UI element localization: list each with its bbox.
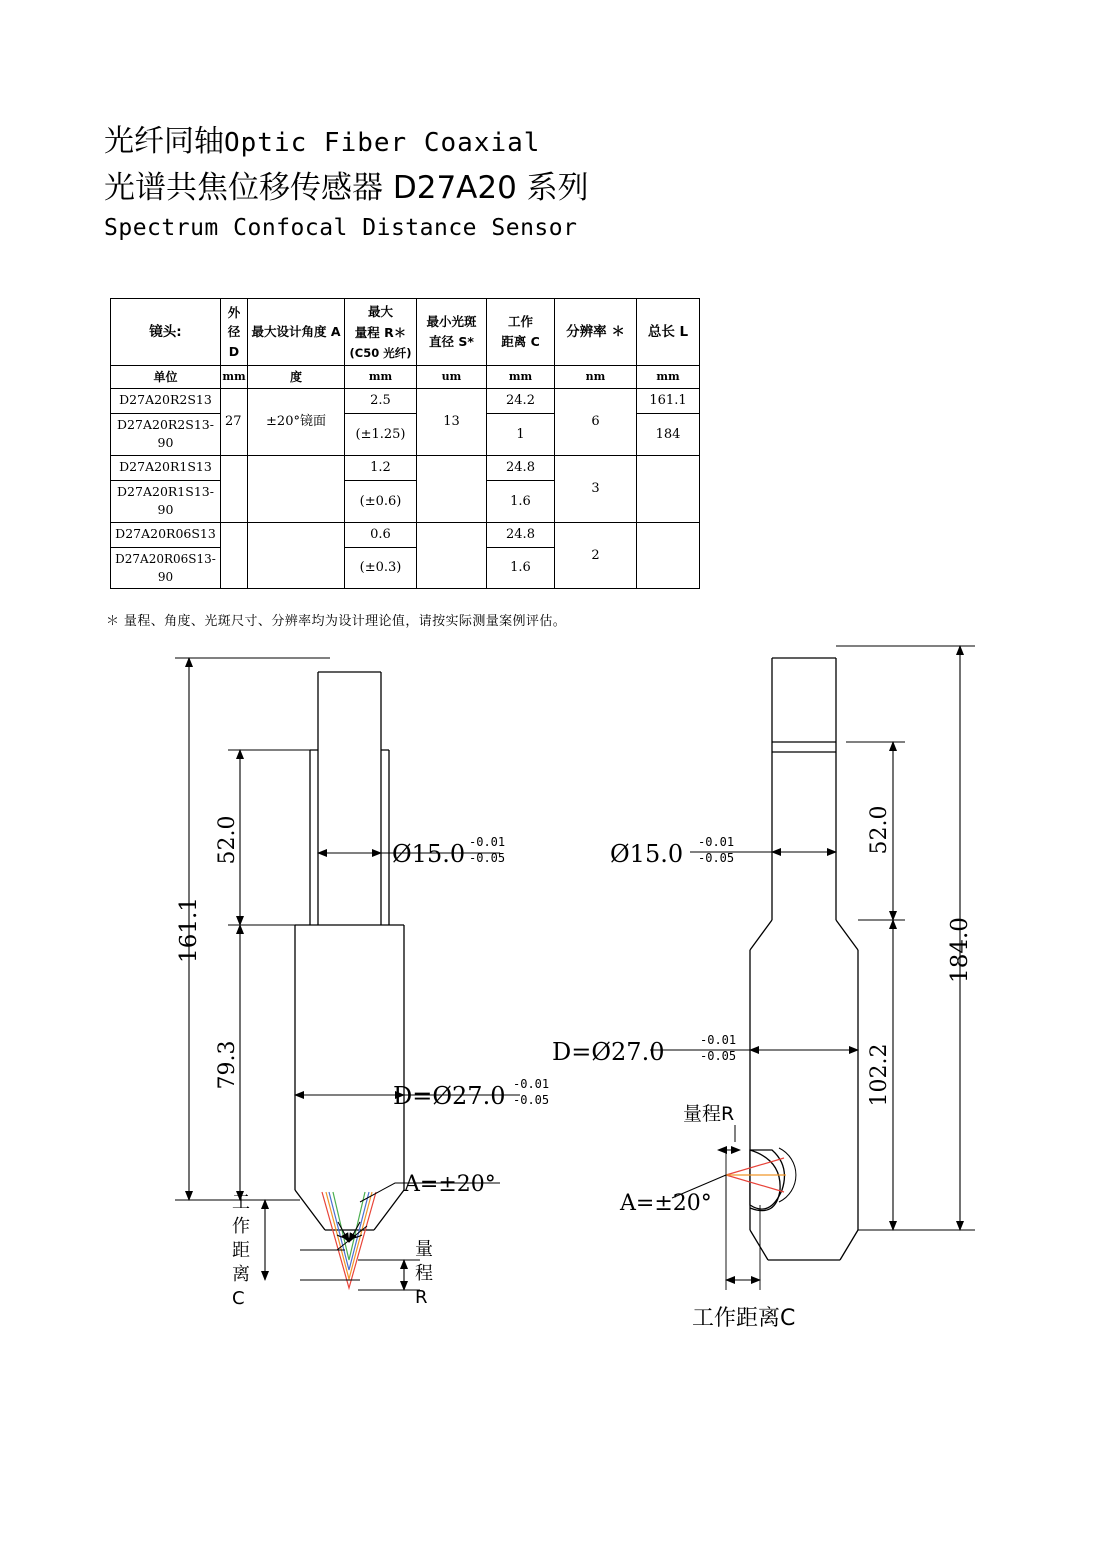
value-max-range: 0.6 <box>345 523 417 548</box>
left-work-dist-c5: C <box>232 1288 245 1309</box>
left-work-dist-c3: 距 <box>232 1240 250 1261</box>
value-resolution: 2 <box>555 523 637 589</box>
left-angle: A=±20° <box>404 1172 496 1197</box>
left-work-dist-c2: 作 <box>232 1216 250 1237</box>
header-min-spot-l2: 直径 S* <box>429 334 474 350</box>
value-work-dist: 24.8 <box>487 523 555 548</box>
value-work-dist: 24.8 <box>487 456 555 481</box>
header-outer-diameter-l3: D <box>228 343 240 359</box>
right-dia-small-tol-dn: -0.05 <box>698 851 735 865</box>
right-work-dist-label: 工作距离C <box>692 1306 796 1331</box>
right-dia-large-tol-dn: -0.05 <box>700 1049 737 1063</box>
right-dia-small-tol-up: -0.01 <box>698 835 735 849</box>
technical-drawings <box>0 630 1102 1370</box>
left-dia-large: D=Ø27.0 <box>393 1082 506 1110</box>
value-work-dist-2: 1.6 <box>487 480 555 523</box>
value-max-angle <box>248 523 345 589</box>
table-row <box>111 523 700 548</box>
model-name: D27A20R1S13-90 <box>111 480 221 523</box>
title-english-primary: Optic Fiber Coaxial <box>224 128 541 158</box>
unit-min-spot: um <box>417 366 487 389</box>
left-dia-small-tol-up: -0.01 <box>469 835 506 849</box>
title-block <box>104 122 1004 244</box>
title-english-secondary: Spectrum Confocal Distance Sensor <box>104 215 578 241</box>
left-range-c3: R <box>415 1287 428 1308</box>
left-dia-small-tol-dn: -0.05 <box>469 851 506 865</box>
left-work-dist-c1: 工 <box>232 1192 250 1213</box>
left-dim-lower: 79.3 <box>215 1040 240 1090</box>
right-dia-small: Ø15.0 <box>610 840 684 868</box>
value-max-range-tol: (±0.3) <box>345 547 417 588</box>
title-chinese-secondary: 光谱共焦位移传感器 D27A20 系列 <box>104 170 589 206</box>
spec-table <box>110 298 700 589</box>
table-unit-row <box>111 366 700 389</box>
header-resolution: 分辨率 ＊ <box>555 299 637 366</box>
header-max-angle: 最大设计角度 A <box>248 299 345 366</box>
left-work-dist-c4: 离 <box>232 1264 250 1285</box>
model-name: D27A20R06S13 <box>111 523 221 548</box>
title-line-1 <box>104 122 1004 163</box>
header-max-range-l2: 量程 R＊ <box>354 325 407 341</box>
right-dim-total: 184.0 <box>947 917 973 983</box>
left-range-c2: 程 <box>415 1263 433 1284</box>
value-resolution: 3 <box>555 456 637 523</box>
table-footnote: ＊ 量程、角度、光斑尺寸、分辨率均为设计理论值，请按实际测量案例评估。 <box>106 614 567 629</box>
value-outer-diameter: 27 <box>221 389 248 456</box>
right-angle: A=±20° <box>620 1191 712 1216</box>
header-work-dist-l2: 距离 C <box>501 334 540 350</box>
value-max-range-tol: (±1.25) <box>345 413 417 456</box>
value-max-range: 1.2 <box>345 456 417 481</box>
right-dia-large-tol-up: -0.01 <box>700 1033 737 1047</box>
table-row <box>111 389 700 414</box>
unit-total-length: mm <box>637 366 700 389</box>
value-resolution: 6 <box>555 389 637 456</box>
header-max-range-l3: (C50 光纤) <box>349 345 412 360</box>
table-row <box>111 456 700 481</box>
value-total-length <box>637 523 700 589</box>
model-name: D27A20R1S13 <box>111 456 221 481</box>
model-name: D27A20R2S13-90 <box>111 413 221 456</box>
unit-resolution: nm <box>555 366 637 389</box>
unit-outer-diameter: mm <box>221 366 248 389</box>
value-total-length <box>637 456 700 523</box>
model-name: D27A20R2S13 <box>111 389 221 414</box>
header-outer-diameter-l2: 径 <box>227 324 241 340</box>
left-dia-large-tol-up: -0.01 <box>513 1077 550 1091</box>
header-total-length: 总长 L <box>637 299 700 366</box>
unit-max-range: mm <box>345 366 417 389</box>
value-outer-diameter <box>221 456 248 523</box>
value-min-spot <box>417 523 487 589</box>
header-max-range-l1: 最大 <box>367 304 393 319</box>
header-outer-diameter-l1: 外 <box>227 304 241 320</box>
model-name: D27A20R06S13-90 <box>111 547 221 588</box>
value-work-dist-2: 1 <box>487 413 555 456</box>
unit-work-dist: mm <box>487 366 555 389</box>
unit-max-angle: 度 <box>248 366 345 389</box>
left-range-c1: 量 <box>415 1239 433 1260</box>
right-range-label: 量程R <box>683 1103 735 1125</box>
header-lens: 镜头: <box>111 299 221 366</box>
left-dim-total: 161.1 <box>176 897 202 963</box>
value-max-angle: ±20°镜面 <box>248 389 345 456</box>
value-max-range: 2.5 <box>345 389 417 414</box>
value-work-dist-2: 1.6 <box>487 547 555 588</box>
right-dim-upper: 52.0 <box>867 805 892 855</box>
value-work-dist: 24.2 <box>487 389 555 414</box>
left-dim-upper: 52.0 <box>215 815 240 865</box>
header-work-dist-l1: 工作 <box>507 314 533 330</box>
unit-label: 单位 <box>111 366 221 389</box>
value-min-spot: 13 <box>417 389 487 456</box>
header-min-spot-l1: 最小光斑 <box>426 314 477 330</box>
value-max-angle <box>248 456 345 523</box>
right-dim-lower: 102.2 <box>867 1043 892 1107</box>
value-max-range-tol: (±0.6) <box>345 480 417 523</box>
left-dia-large-tol-dn: -0.05 <box>513 1093 550 1107</box>
left-dia-small: Ø15.0 <box>392 840 466 868</box>
title-chinese-primary: 光纤同轴 <box>104 124 224 159</box>
value-total-length-2: 184 <box>637 413 700 456</box>
value-total-length: 161.1 <box>637 389 700 414</box>
right-dia-large: D=Ø27.0 <box>552 1038 665 1066</box>
value-min-spot <box>417 456 487 523</box>
value-outer-diameter <box>221 523 248 589</box>
